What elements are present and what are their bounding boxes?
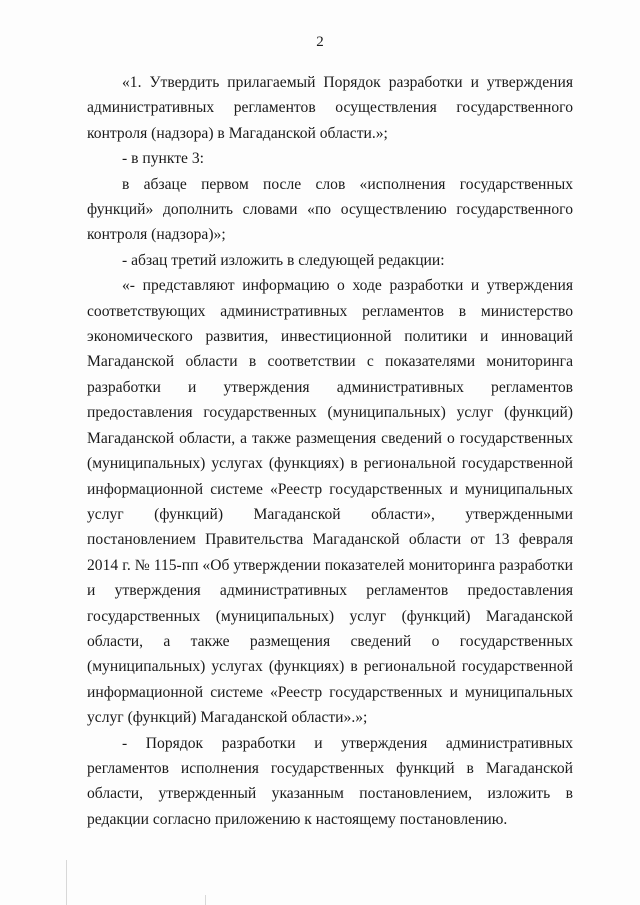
paragraph-point-3-intro: - в пункте 3:: [122, 150, 204, 168]
page-number: 2: [316, 34, 324, 50]
paragraph-procedure-amendment: - Порядок разработки и утверждения административных регламентов исполнения государственных функций в Магаданской области, утвержденный указанным постановлением, изложить в редакции согласно приложению к настоящему постановлению.: [87, 734, 573, 828]
paragraph-item-1-approval: «1. Утвердить прилагаемый Порядок разработки и утверждения административных регламентов осуществления государственного контроля (надзора) в Магаданской области.»;: [87, 74, 573, 142]
paragraph-third-subparagraph-text: «- представляют информацию о ходе разработки и утверждения соответствующих административных регламентов в министерство экономического развития, инвестиционной политики и инноваций Магаданской области в соответствии с показателями мониторинга разработки и утверждения административных регламентов предоставления государственных (муниципальных) услуг (функций) Магаданской области, а также размещения сведений о государственных (муниципальных) услугах (функциях) в региональной государственной информационной системе «Реестр государственных и муниципальных услуг (функций) Магаданской области», утвержденными постановлением Правительства Магаданской области от 13 февраля 2014 г. № 115-пп «Об утверждении показателей мониторинга разработки и утверждения административных регламентов предоставления государственных (муниципальных) услуг (функций) Магаданской области, а также размещения сведений о государственных (муниципальных) услугах (функциях) в региональной государственной информационной системе «Реестр государственных и муниципальных услуг (функций) Магаданской области».»;: [87, 277, 573, 727]
document-body: [87, 70, 573, 832]
scan-artifact-line: [66, 860, 67, 905]
paragraph-first-subparagraph-amendment: в абзаце первом после слов «исполнения государственных функций» дополнить словами «по осуществлению государственного контроля (надзора)»;: [87, 175, 573, 244]
scan-artifact-tick: [205, 895, 206, 905]
paragraph-third-subparagraph-intro: - абзац третий изложить в следующей редакции:: [122, 251, 445, 269]
